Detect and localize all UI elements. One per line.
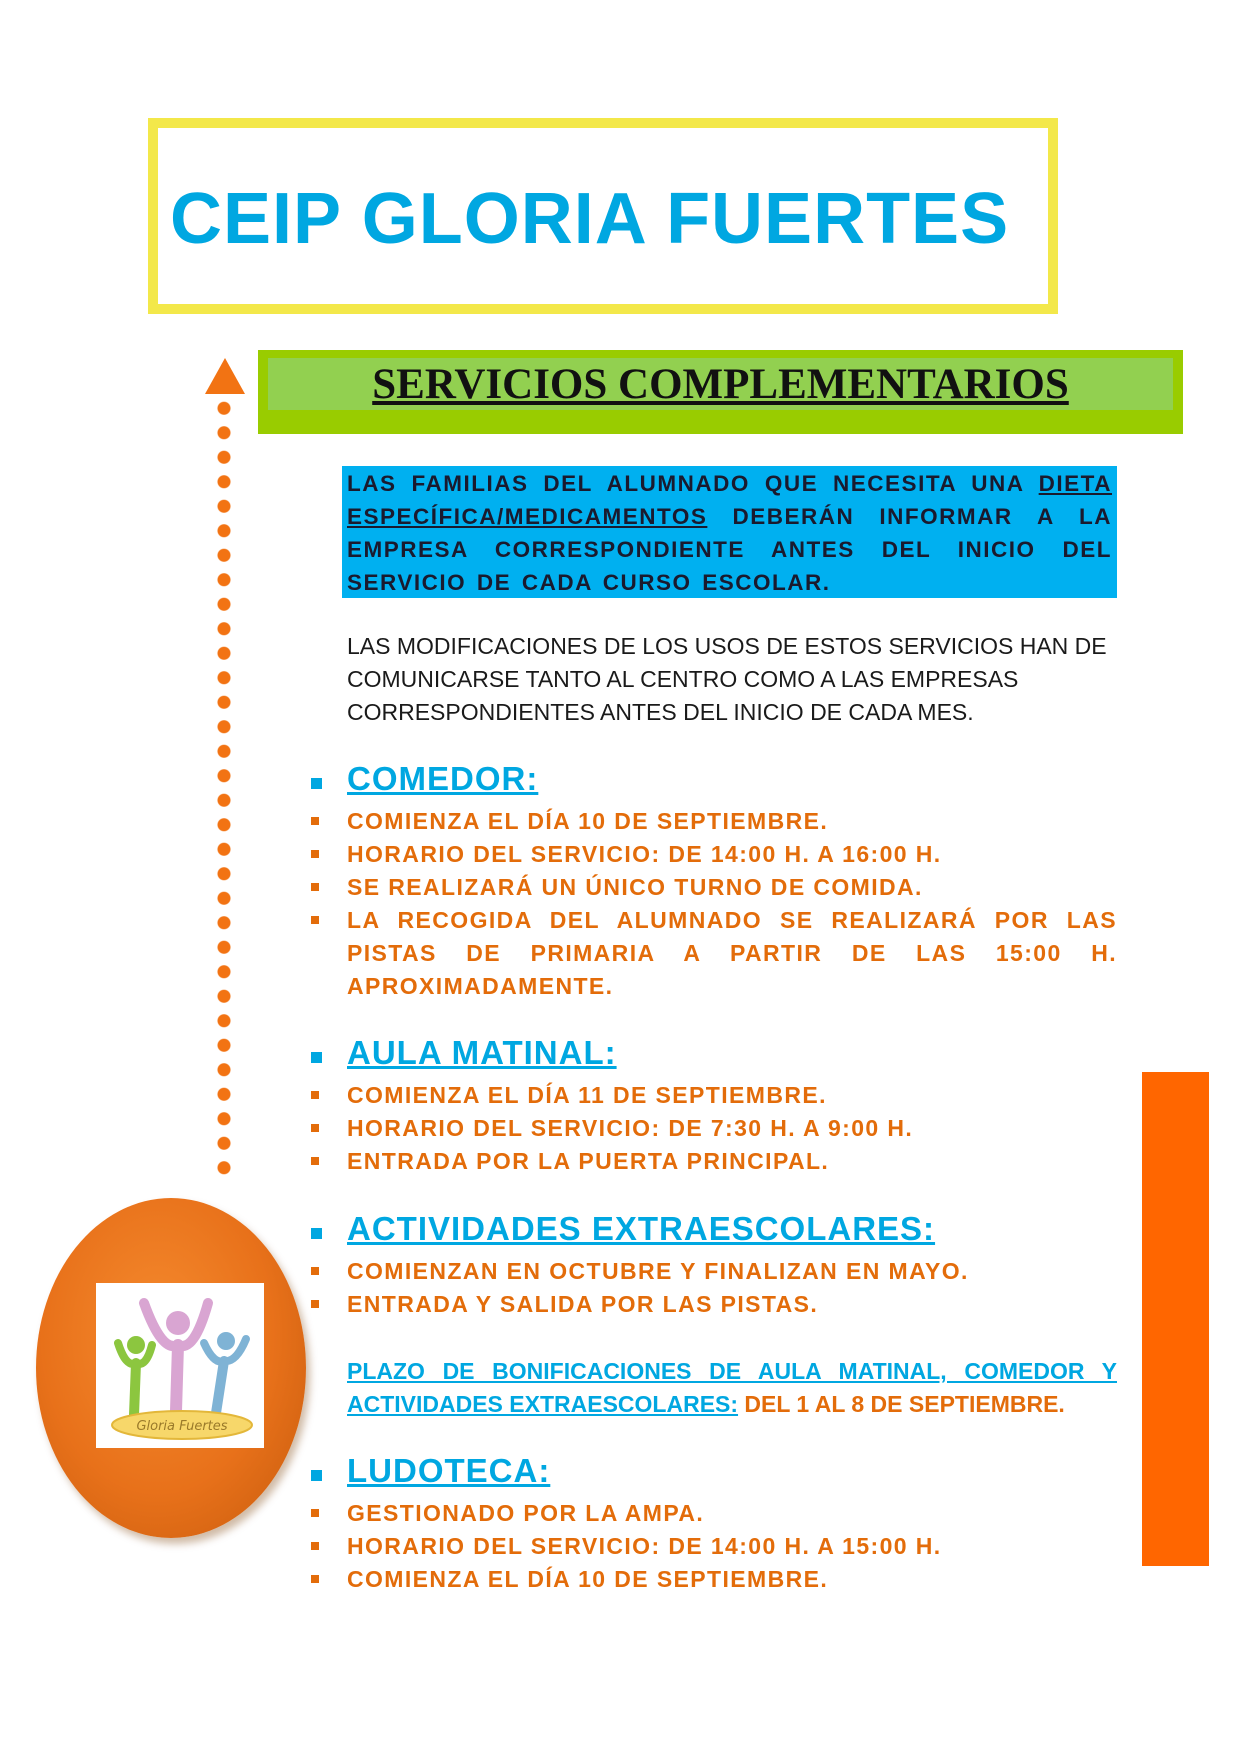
section-bullet-icon <box>311 1470 322 1481</box>
list-item: COMIENZA EL DÍA 11 DE SEPTIEMBRE. <box>311 1079 1117 1112</box>
side-decoration-bar <box>1142 1072 1209 1566</box>
list-item: COMIENZA EL DÍA 10 DE SEPTIEMBRE. <box>311 805 1117 838</box>
services-banner-title: SERVICIOS COMPLEMENTARIOS <box>372 361 1069 408</box>
bonificaciones-dates: DEL 1 AL 8 DE SEPTIEMBRE. <box>738 1391 1065 1417</box>
section-bullet-icon <box>311 778 322 789</box>
notice-part1: LAS FAMILIAS DEL ALUMNADO QUE NECESITA UNA <box>347 471 1039 496</box>
logo-text: Gloria Fuertes <box>136 1419 228 1434</box>
list-item: HORARIO DEL SERVICIO: DE 14:00 H. A 15:00 H. <box>311 1530 1117 1563</box>
section-title-actividades: ACTIVIDADES EXTRAESCOLARES: <box>347 1210 936 1247</box>
list-item: HORARIO DEL SERVICIO: DE 14:00 H. A 16:00 H. <box>311 838 1117 871</box>
arrow-up-icon <box>205 358 245 394</box>
bonificaciones-link[interactable]: PLAZO DE BONIFICACIONES DE AULA MATINAL, COMEDOR Y ACTIVIDADES EXTRAESCOLARES: <box>347 1358 1117 1417</box>
list-item: COMIENZAN EN OCTUBRE Y FINALIZAN EN MAYO. <box>311 1255 1117 1288</box>
section-title-aula-matinal: AULA MATINAL: <box>347 1034 617 1071</box>
list-item: HORARIO DEL SERVICIO: DE 7:30 H. A 9:00 H. <box>311 1112 1117 1145</box>
bonificaciones-notice <box>347 1355 1117 1421</box>
school-title: CEIP GLORIA FUERTES <box>170 179 1010 259</box>
comedor-list <box>311 805 1117 1003</box>
list-item: ENTRADA POR LA PUERTA PRINCIPAL. <box>311 1145 1117 1178</box>
school-logo-icon <box>96 1283 264 1448</box>
list-item: COMIENZA EL DÍA 10 DE SEPTIEMBRE. <box>311 1563 1117 1596</box>
list-item: ENTRADA Y SALIDA POR LAS PISTAS. <box>311 1288 1117 1321</box>
ludoteca-list <box>311 1497 1117 1596</box>
actividades-list <box>311 1255 1117 1321</box>
section-title-comedor: COMEDOR: <box>347 760 539 797</box>
notice-text <box>347 467 1112 599</box>
list-item: GESTIONADO POR LA AMPA. <box>311 1497 1117 1530</box>
modifications-paragraph: LAS MODIFICACIONES DE LOS USOS DE ESTOS SERVICIOS HAN DE COMUNICARSE TANTO AL CENTRO COMO A LAS EMPRESAS CORRESPONDIENTES ANTES DEL INICIO DE CADA MES. <box>347 633 1107 725</box>
section-bullet-icon <box>311 1228 322 1239</box>
school-logo <box>96 1283 264 1448</box>
notice-part2: DEBERÁN INFORMAR A LA EMPRESA CORRESPONDIENTE ANTES DEL INICIO DEL SERVICIO DE CADA CURSO ESCOLAR. <box>347 504 1112 595</box>
dotted-line <box>217 396 231 1180</box>
list-item: SE REALIZARÁ UN ÚNICO TURNO DE COMIDA. <box>311 871 1117 904</box>
aula-matinal-list <box>311 1079 1117 1178</box>
notice-underlined: DIETA ESPECÍFICA/MEDICAMENTOS <box>347 471 1112 529</box>
section-title-ludoteca: LUDOTECA: <box>347 1452 551 1489</box>
list-item: LA RECOGIDA DEL ALUMNADO SE REALIZARÁ POR LAS PISTAS DE PRIMARIA A PARTIR DE LAS 15:00 H. APROXIMADAMENTE. <box>311 904 1117 1003</box>
section-bullet-icon <box>311 1052 322 1063</box>
